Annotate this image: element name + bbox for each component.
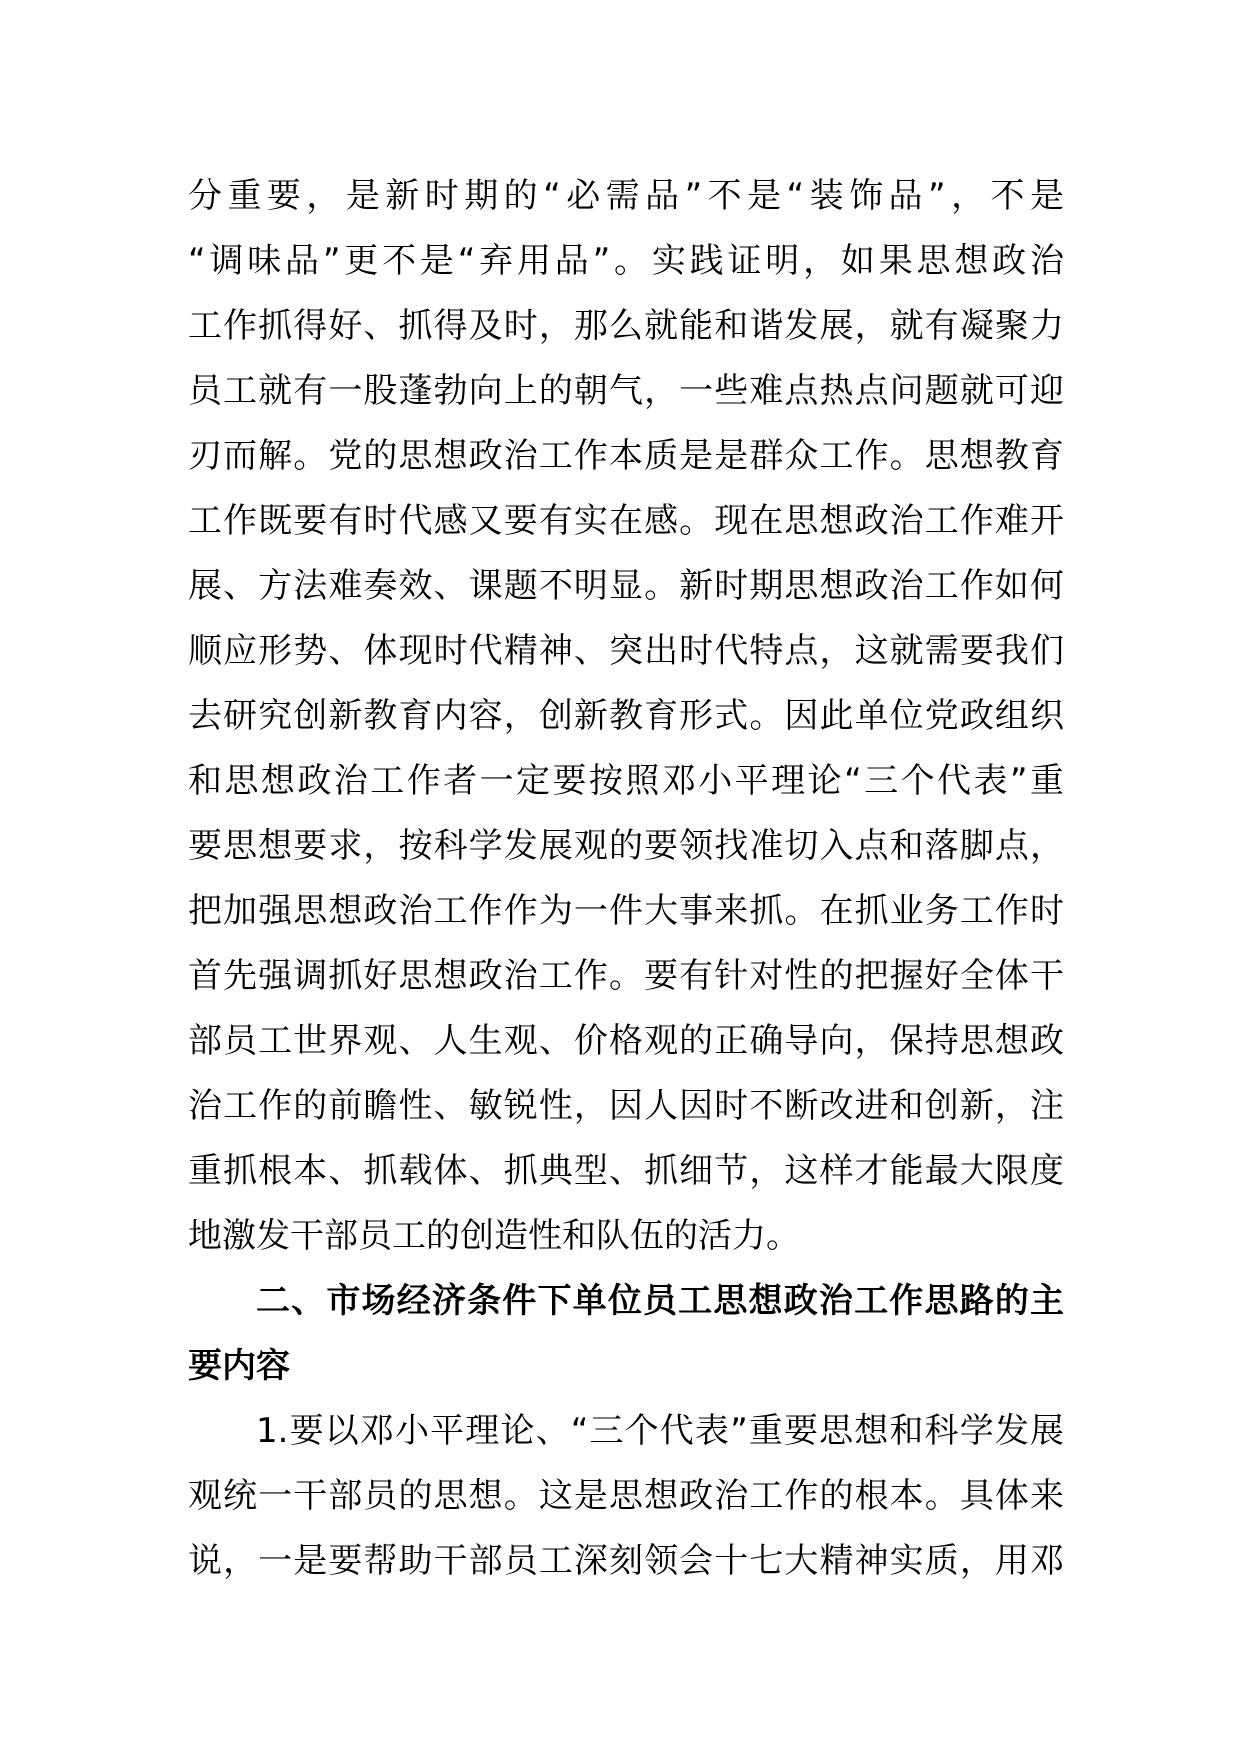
body-text-line: 顺应形势、体现时代精神、突出时代特点，这就需要我们 xyxy=(188,631,1064,671)
body-text-line: 把加强思想政治工作作为一件大事来抓。在抓业务工作时 xyxy=(188,891,1064,931)
body-text-line: 要思想要求，按科学发展观的要领找准切入点和落脚点， xyxy=(188,826,1064,866)
body-text-line: 说，一是要帮助干部员工深刻领会十七大精神实质，用邓 xyxy=(188,1541,1064,1581)
body-text-line: 刃而解。党的思想政治工作本质是是群众工作。思想教育 xyxy=(188,436,1064,476)
body-text-line: 工作既要有时代感又要有实在感。现在思想政治工作难开 xyxy=(188,501,1064,541)
body-text-line: 部员工世界观、人生观、价格观的正确导向，保持思想政 xyxy=(188,1021,1064,1061)
body-text-line: 员工就有一股蓬勃向上的朝气，一些难点热点问题就可迎 xyxy=(188,371,1064,411)
body-text-line: 工作抓得好、抓得及时，那么就能和谐发展，就有凝聚力 xyxy=(188,306,1064,346)
body-text-line: 首先强调抓好思想政治工作。要有针对性的把握好全体干 xyxy=(188,956,1064,996)
body-text-line: 治工作的前瞻性、敏锐性，因人因时不断改进和创新，注 xyxy=(188,1086,1064,1126)
body-text-line: 展、方法难奏效、课题不明显。新时期思想政治工作如何 xyxy=(188,566,1064,606)
body-text-line: 地激发干部员工的创造性和队伍的活力。 xyxy=(188,1216,800,1256)
document-body xyxy=(188,164,1064,1594)
body-text-line: 去研究创新教育内容，创新教育形式。因此单位党政组织 xyxy=(188,696,1064,736)
section-heading-line: 二、市场经济条件下单位员工思想政治工作思路的主 xyxy=(256,1281,1064,1321)
body-text-line: 分重要，是新时期的“必需品”不是“装饰品”，不是 xyxy=(188,176,1064,216)
body-text-line: “调味品”更不是“弃用品”。实践证明，如果思想政治 xyxy=(188,241,1064,281)
body-text-line: 1.要以邓小平理论、“三个代表”重要思想和科学发展 xyxy=(256,1411,1064,1451)
body-text-line: 重抓根本、抓载体、抓典型、抓细节，这样才能最大限度 xyxy=(188,1151,1064,1191)
body-text-line: 和思想政治工作者一定要按照邓小平理论“三个代表”重 xyxy=(188,761,1064,801)
section-heading-line: 要内容 xyxy=(188,1346,290,1386)
body-text-line: 观统一干部员的思想。这是思想政治工作的根本。具体来 xyxy=(188,1476,1064,1516)
